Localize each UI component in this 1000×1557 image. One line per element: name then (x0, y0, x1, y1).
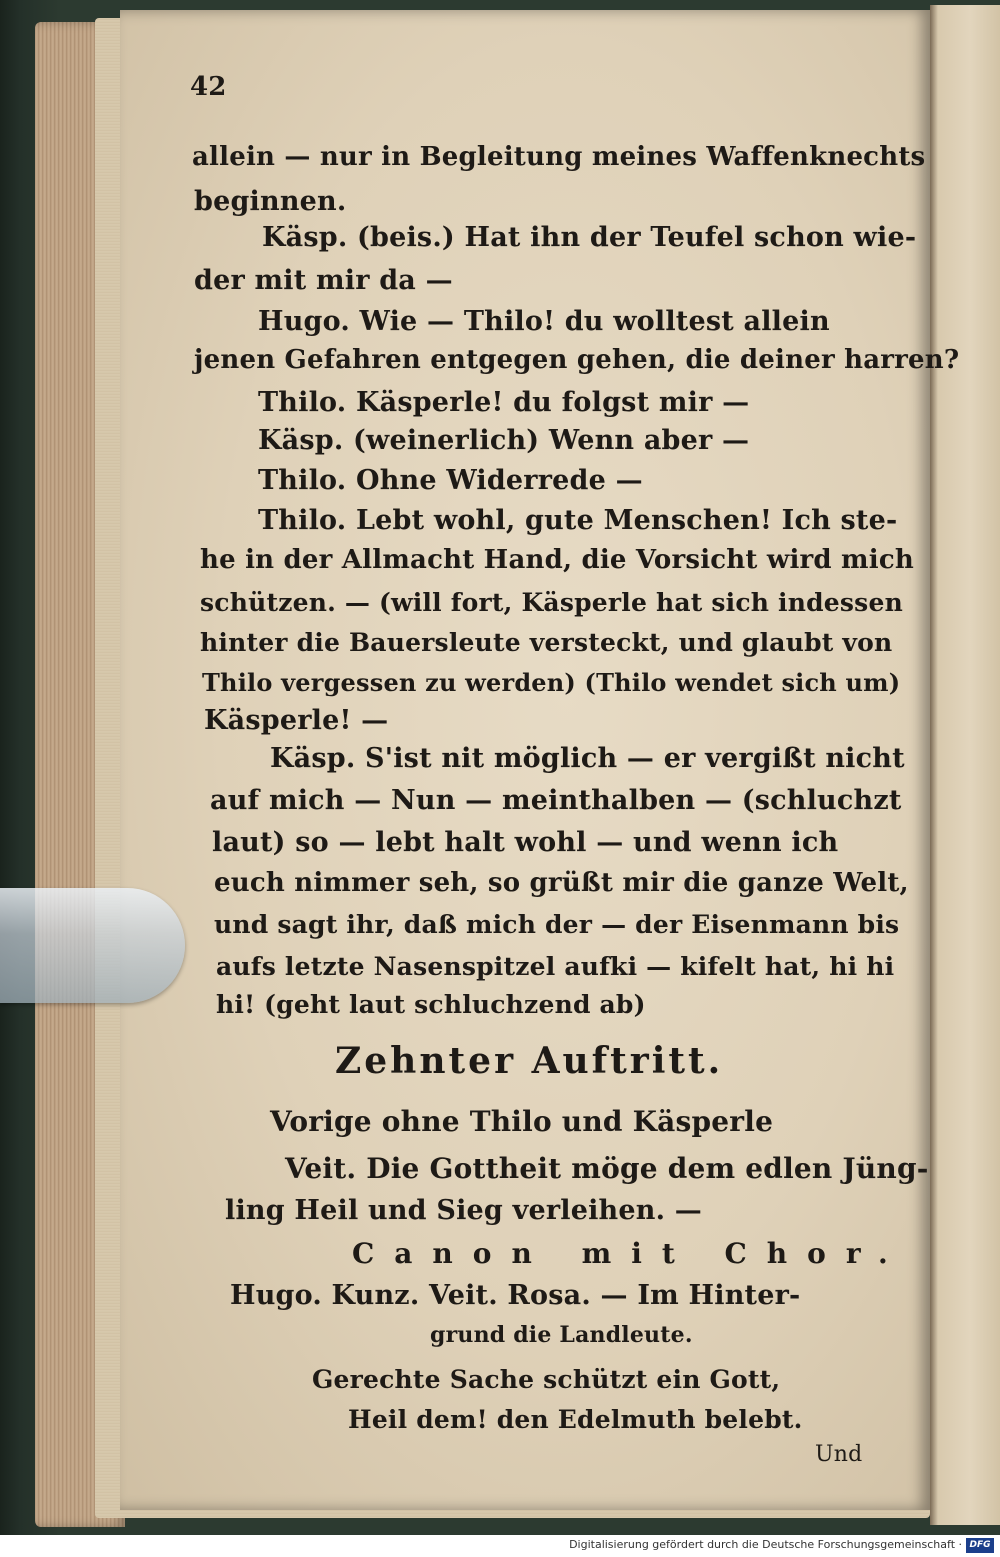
cast-line: grund die Landleute. (430, 1322, 693, 1348)
stage-direction: Vorige ohne Thilo und Käsperle (270, 1105, 774, 1138)
text-line: Käsperle! — (204, 705, 389, 736)
text-line: allein — nur in Begleitung meines Waffenknechts (192, 142, 926, 172)
catchword: Und (815, 1442, 863, 1467)
text-line: Thilo vergessen zu werden) (Thilo wendet sich um) (202, 668, 901, 697)
text-line: beginnen. (194, 186, 347, 217)
text-line: Käsp. (beis.) Hat ihn der Teufel schon wie- (262, 222, 917, 253)
text-line: Thilo. Ohne Widerrede — (258, 465, 643, 496)
text-line: Thilo. Lebt wohl, gute Menschen! Ich ste- (258, 505, 898, 536)
section-heading: Zehnter Auftritt. (335, 1040, 724, 1082)
cast-line: Hugo. Kunz. Veit. Rosa. — Im Hinter- (230, 1280, 801, 1311)
page-holder-clip (0, 888, 185, 1003)
verse-line: Heil dem! den Edelmuth belebt. (348, 1405, 803, 1434)
text-line: der mit mir da — (194, 265, 453, 296)
text-line: euch nimmer seh, so grüßt mir die ganze Welt, (214, 868, 909, 898)
facing-page-edge (930, 5, 1000, 1525)
text-line: schützen. — (will fort, Käsperle hat sich indessen (200, 588, 903, 617)
text-line: ling Heil und Sieg verleihen. — (225, 1195, 702, 1226)
text-line: Veit. Die Gottheit möge dem edlen Jüng- (285, 1152, 929, 1185)
text-line: Käsp. S'ist nit möglich — er vergißt nicht (270, 743, 905, 774)
footer-bar (0, 1535, 1000, 1557)
funding-notice: Digitalisierung gefördert durch die Deutsche Forschungsgemeinschaft · (569, 1538, 962, 1551)
verse-line: Gerechte Sache schützt ein Gott, (312, 1365, 781, 1394)
text-line: he in der Allmacht Hand, die Vorsicht wird mich (200, 545, 914, 575)
text-line: Hugo. Wie — Thilo! du wolltest allein (258, 306, 830, 337)
text-line: aufs letzte Nasenspitzel aufki — kifelt hat, hi hi (216, 952, 895, 981)
text-line: und sagt ihr, daß mich der — der Eisenmann bis (214, 910, 900, 939)
text-line: hi! (geht laut schluchzend ab) (216, 990, 646, 1019)
text-line: hinter die Bauersleute versteckt, und glaubt von (200, 628, 893, 657)
text-line: Thilo. Käsperle! du folgst mir — (258, 387, 750, 418)
text-line: auf mich — Nun — meinthalben — (schluchzt (210, 785, 902, 816)
page-number: 42 (190, 72, 227, 102)
text-line: laut) so — lebt halt wohl — und wenn ich (212, 827, 839, 858)
dfg-logo: DFG (966, 1538, 994, 1553)
text-line: Käsp. (weinerlich) Wenn aber — (258, 425, 750, 456)
subheading: Canon mit Chor. (352, 1237, 908, 1270)
text-line: jenen Gefahren entgegen gehen, die deiner harren? (194, 345, 960, 375)
